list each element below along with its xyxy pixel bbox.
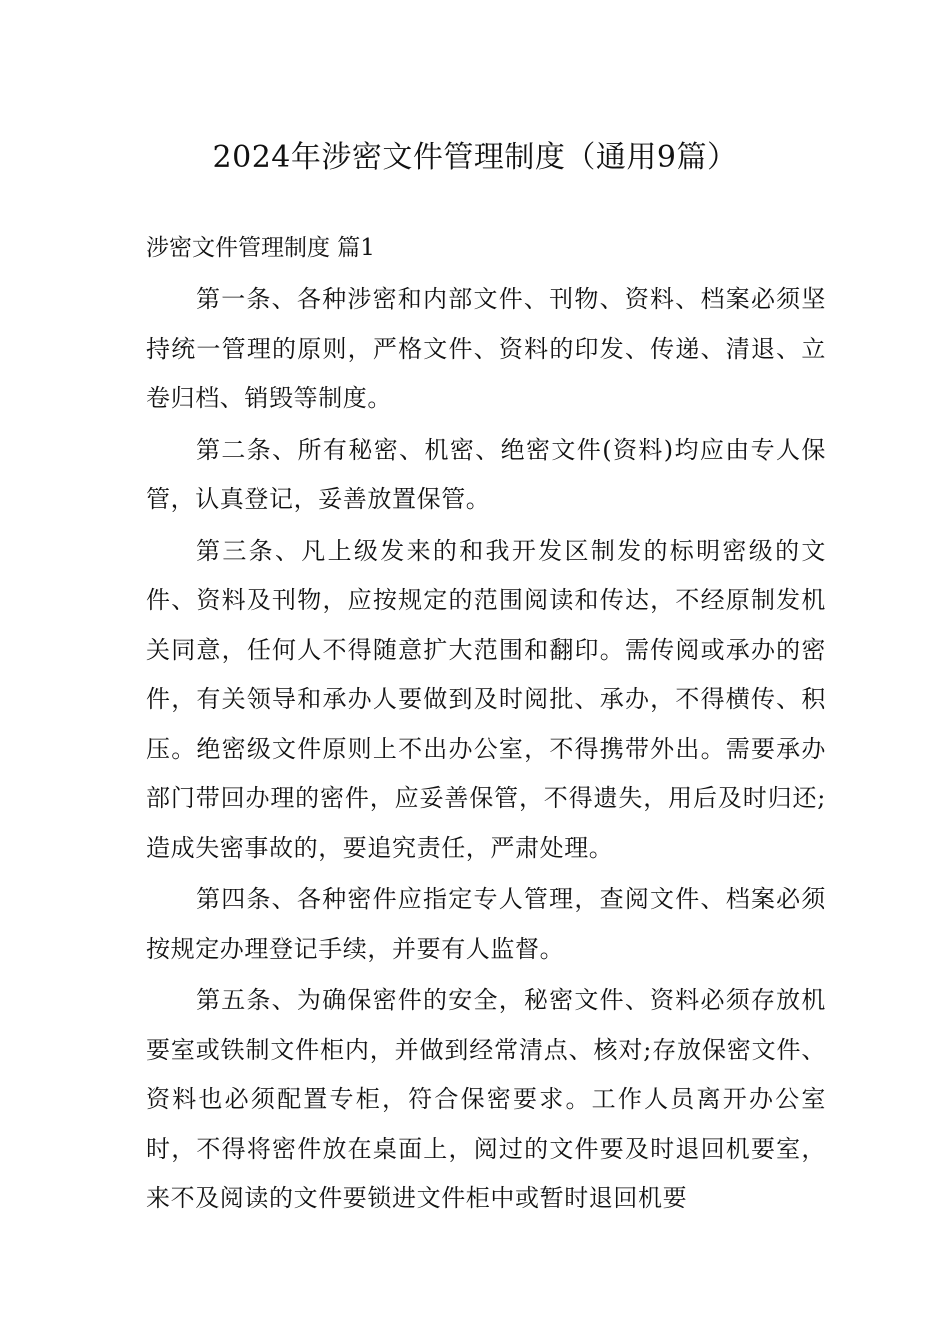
paragraph-article-5: 第五条、为确保密件的安全，秘密文件、资料必须存放机要室或铁制文件柜内，并做到经常清点、核对;存放保密文件、资料也必须配置专柜，符合保密要求。工作人员离开办公室时，不得将密件放在桌面上，阅过的文件要及时退回机要室，来不及阅读的文件要锁进文件柜中或暂时退回机要 xyxy=(146,986,826,1212)
document-body xyxy=(146,275,826,1226)
paragraph-article-3: 第三条、凡上级发来的和我开发区制发的标明密级的文件、资料及刊物，应按规定的范围阅读和传达，不经原制发机关同意，任何人不得随意扩大范围和翻印。需传阅或承办的密件，有关领导和承办人要做到及时阅批、承办，不得横传、积压。绝密级文件原则上不出办公室，不得携带外出。需要承办部门带回办理的密件，应妥善保管，不得遗失，用后及时归还;造成失密事故的，要追究责任，严肃处理。 xyxy=(146,536,826,862)
document-title: 2024年涉密文件管理制度（通用9篇） xyxy=(212,140,738,175)
paragraph-article-2: 第二条、所有秘密、机密、绝密文件(资料)均应由专人保管，认真登记，妥善放置保管。 xyxy=(146,435,826,513)
paragraph-article-1: 第一条、各种涉密和内部文件、刊物、资料、档案必须坚持统一管理的原则，严格文件、资料的印发、传递、清退、立卷归档、销毁等制度。 xyxy=(146,285,826,412)
section-heading: 涉密文件管理制度 篇1 xyxy=(146,235,375,261)
paragraph-article-4: 第四条、各种密件应指定专人管理，查阅文件、档案必须按规定办理登记手续，并要有人监督。 xyxy=(146,885,826,963)
